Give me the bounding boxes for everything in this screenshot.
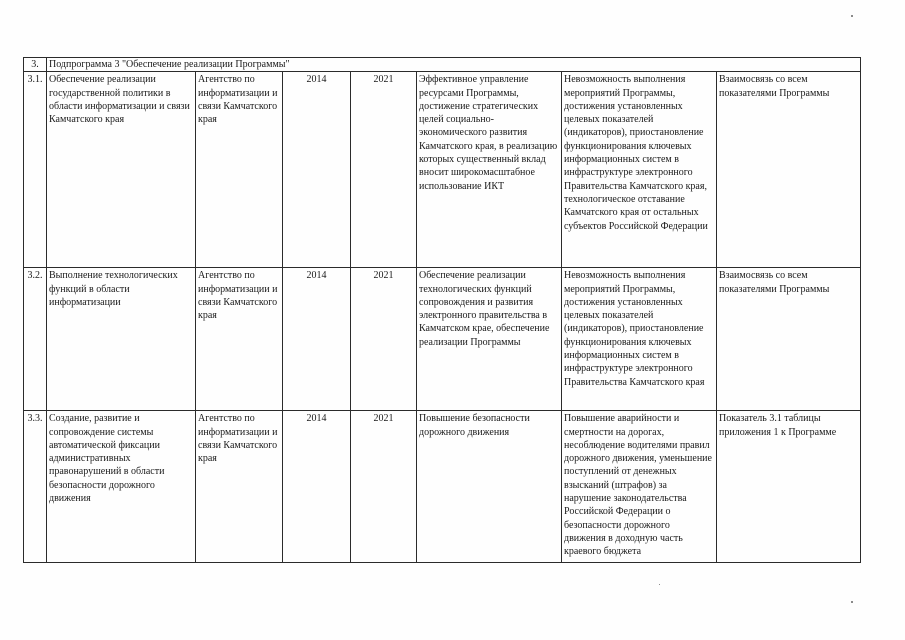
end-year: 2021: [351, 411, 417, 563]
expected-result: Эффективное управление ресурсами Программы, достижение стратегических целей социально-экономического развития Камчатского края, в реализацию которых существенный вклад вносит широкомасштабное использование ИКТ: [417, 72, 562, 268]
indicators-link: Показатель 3.1 таблицы приложения 1 к Программе: [717, 411, 861, 563]
start-year: 2014: [283, 268, 351, 411]
end-year: 2021: [351, 72, 417, 268]
section-number: 3.: [24, 58, 47, 72]
indicators-link: Взаимосвязь со всем показателями Программы: [717, 268, 861, 411]
row-number: 3.1.: [24, 72, 47, 268]
table-row: [24, 72, 861, 268]
table-row: [24, 268, 861, 411]
scan-speck: [659, 584, 660, 585]
indicators-link: Взаимосвязь со всем показателями Программы: [717, 72, 861, 268]
section-title: Подпрограмма 3 "Обеспечение реализации Программы": [47, 58, 861, 72]
section-header-row: [24, 58, 861, 72]
table-row: [24, 411, 861, 563]
end-year: 2021: [351, 268, 417, 411]
program-measures-table: [23, 57, 861, 563]
executor: Агентство по информатизации и связи Камчатского края: [196, 411, 283, 563]
scan-speck: [851, 15, 853, 17]
row-number: 3.2.: [24, 268, 47, 411]
start-year: 2014: [283, 72, 351, 268]
consequences: Повышение аварийности и смертности на дорогах, несоблюдение водителями правил дорожного движения, уменьшение поступлений от денежных взысканий (штрафов) за нарушение законодательства Российской Федерации о безопасности дорожного движения в доходную часть краевого бюджета: [562, 411, 717, 563]
consequences: Невозможность выполнения мероприятий Программы, достижения установленных целевых показателей (индикаторов), приостановление функционирования ключевых информационных систем в инфраструктуре электронного Правительства Камчатского края, технологическое отставание Камчатского края от остальных субъектов Российской Федерации: [562, 72, 717, 268]
start-year: 2014: [283, 411, 351, 563]
expected-result: Повышение безопасности дорожного движения: [417, 411, 562, 563]
consequences: Невозможность выполнения мероприятий Программы, достижения установленных целевых показателей (индикаторов), приостановление функционирования ключевых информационных систем в инфраструктуре электронного Правительства Камчатского края: [562, 268, 717, 411]
executor: Агентство по информатизации и связи Камчатского края: [196, 268, 283, 411]
measure-name: Выполнение технологических функций в области информатизации: [47, 268, 196, 411]
measure-name: Обеспечение реализации государственной политики в области информатизации и связи Камчатского края: [47, 72, 196, 268]
row-number: 3.3.: [24, 411, 47, 563]
expected-result: Обеспечение реализации технологических функций сопровождения и развития электронного правительства в Камчатском крае, обеспечение реализации Программы: [417, 268, 562, 411]
measure-name: Создание, развитие и сопровождение системы автоматической фиксации административных правонарушений в области безопасности дорожного движения: [47, 411, 196, 563]
scan-speck: [851, 601, 853, 603]
executor: Агентство по информатизации и связи Камчатского края: [196, 72, 283, 268]
